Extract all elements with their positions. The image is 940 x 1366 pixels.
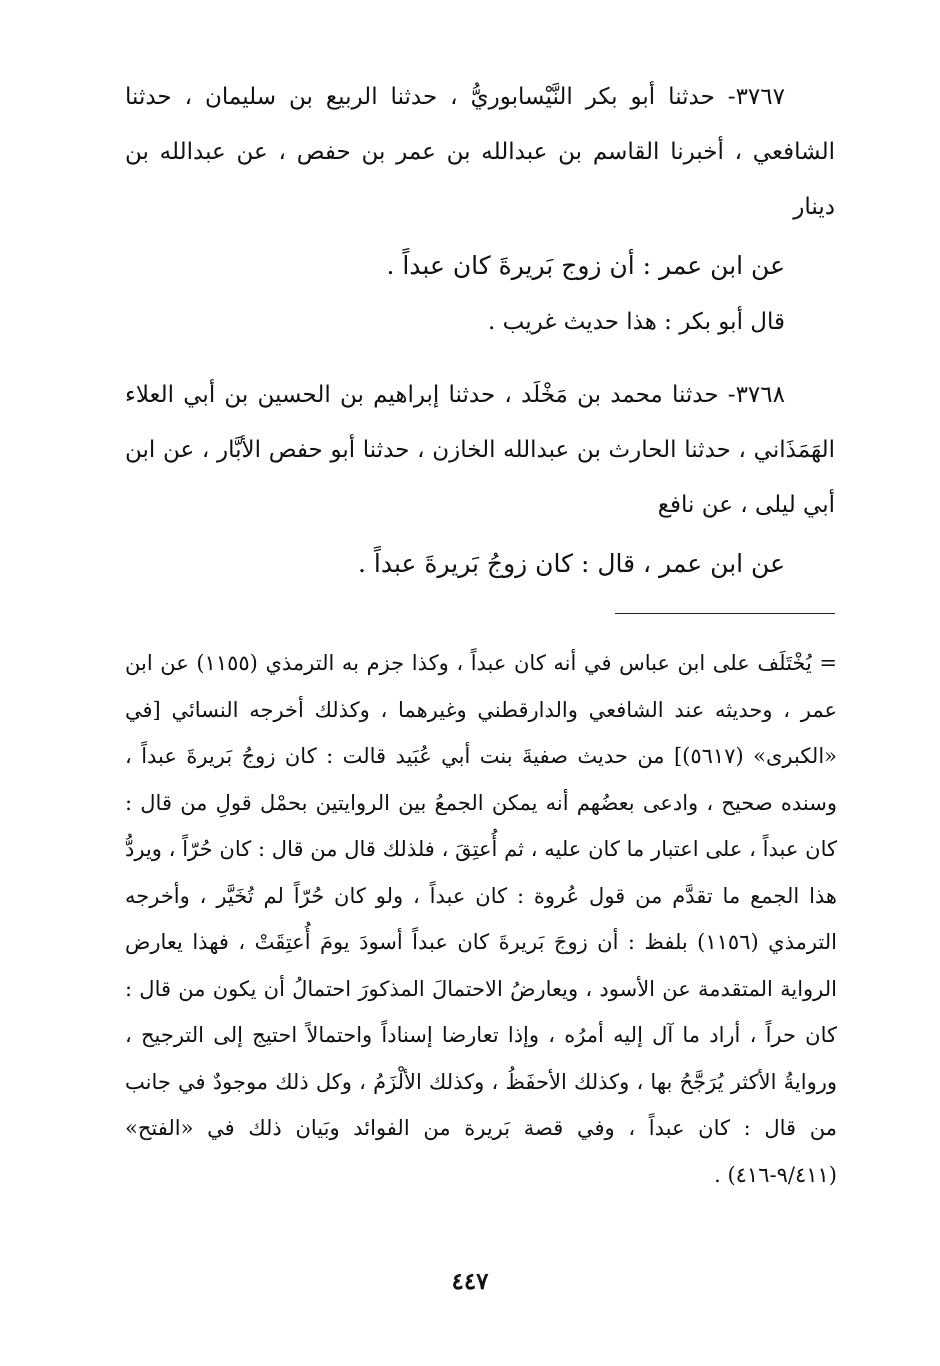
hadith-3767-isnad: ٣٧٦٧- حدثنا أبو بكر النَّيْسابوريُّ ، حدثنا الربيع بن سليمان ، حدثنا الشافعي ، أخبرنا القاسم بن عبدالله بن عمر بن حفص ، عن عبدالله بن دينار <box>125 84 835 220</box>
hadith-3767-comment: قال أبو بكر : هذا حديث غريب . <box>488 309 785 335</box>
paragraph-gap <box>125 350 835 368</box>
main-text <box>125 70 835 593</box>
hadith-3768-isnad: ٣٧٦٨- حدثنا محمد بن مَخْلَد ، حدثنا إبراهيم بن الحسين بن أبي العلاء الهَمَذَاني ، حدثنا الحارث بن عبدالله الخازن ، حدثنا أبو حفص الأبَّار ، عن ابن أبي ليلى ، عن نافع <box>125 382 835 518</box>
hadith-3767-matn: عن ابن عمر : أن زوج بَريرةَ كان عبداً . <box>386 251 785 280</box>
hadith-3768-matn: عن ابن عمر ، قال : كان زوجُ بَريرةَ عبداً . <box>358 549 785 578</box>
footnote-text: = يُخْتَلَف على ابن عباس في أنه كان عبداً ، وكذا جزم به الترمذي (١١٥٥) عن ابن عمر ، وحديثه عند الشافعي والدارقطني وغيرهما ، وكذلك أخرجه النسائي [في «الكبرى» (٥٦١٧)] من حديث صفيةَ بنت أبي عُبَيد قالت : كان زوجُ بَريرةَ عبداً ، وسنده صحيح ، وادعى بعضُهم أنه يمكن الجمعُ بين الروايتين بحمْل قولِ من قال : كان عبداً ، على اعتبار ما كان عليه ، ثم أُعتِقَ ، فلذلك قال من قال : كان حُرّاً ، ويردُّ هذا الجمع ما تقدَّم من قول عُروة : كان عبداً ، ولو كان حُرّاً لم تُخَيَّر ، وأخرجه الترمذي (١١٥٦) بلفظ : أن زوجَ بَريرةَ كان عبداً أسودَ يومَ أُعتِقَتْ ، فهذا يعارض الرواية المتقدمة عن الأسود ، ويعارضُ الاحتمالَ المذكورَ احتمالُ أن يكون من قال : كان حراً ، أراد ما آل إليه أمرُه ، وإذا تعارضا إسناداً واحتمالاً احتيج إلى الترجيح ، وروايةُ الأكثر يُرَجَّحُ بها ، وكذلك الأحفَظُ ، وكذلك الألْزَمُ ، وكل ذلك موجودٌ في جانب من قال : كان عبداً ، وفي قصة بَريرة من الفوائد وبَيان ذلك في «الفتح» (٩/٤١١-٤١٦) . <box>125 651 838 1187</box>
footnote-separator <box>615 613 835 614</box>
page-number: ٤٤٧ <box>451 1268 489 1295</box>
